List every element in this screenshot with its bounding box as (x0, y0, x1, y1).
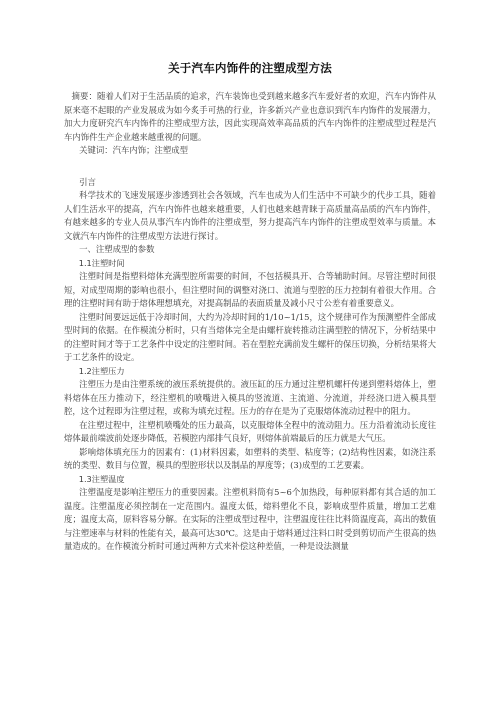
keywords: 关键词：汽车内饰；注塑成型 (79, 145, 188, 155)
intro-heading: 引言 (79, 176, 96, 187)
paragraph: 注塑压力是由注塑系统的液压系统提供的。液压缸的压力通过注塑机螺杆传递到塑料熔体上，塑料熔体在压力推动下，经注塑机的喷嘴进入模具的竖流道、主流道、分流道，并经浇口进入模具型腔，这个过程即为注塑过程，或称为填充过程。压力的存在是为了克服熔体流动过程中的阻力。 (64, 379, 436, 416)
abstract-label: 摘要： (71, 91, 97, 101)
section-1-3-heading: 1.3注塑温度 (78, 473, 125, 484)
document-title: 关于汽车内饰件的注塑成型方法 (168, 61, 332, 75)
section-1-heading: 一、注塑成型的参数 (79, 244, 155, 254)
abstract (64, 90, 436, 144)
section-1-1-heading: 1.1注塑时间 (78, 257, 125, 268)
paragraph: 在注塑过程中，注塑机喷嘴处的压力最高，以克服熔体全程中的流动阻力。压力沿着流动长度往熔体最前端波前处逐步降低，若模腔内部排气良好，则熔体前端最后的压力就是大气压。 (64, 419, 436, 443)
paragraph: 注塑温度是影响注塑压力的重要因素。注塑机料筒有5~6个加热段，每种原料都有其合适的加工温度。注塑温度必须控制在一定范围内。温度太低，熔料塑化不良，影响成型件质量，增加工艺难度；温度太高，原料容易分解。在实际的注塑成型过程中，注塑温度往往比料筒温度高，高出的数值与注塑速率与材料的性能有关，最高可达30℃。这是由于熔料通过注料口时受到剪切而产生很高的热量造成的。在作模流分析时可通过两种方式来补偿这种差值，一种是设法测量 (64, 487, 436, 551)
abstract-text: 随着人们对于生活品质的追求，汽车装饰也受到越来越多汽车爱好者的欢迎，汽车内饰件从原来毫不起眼的产业发展成为如今炙手可热的行业，许多新兴产业也意识到汽车内饰件的发展潜力，加大力度研究汽车内饰件的注塑成型方法，因此实现高效率高品质的汽车内饰件的注塑成型过程是汽车内饰件生产企业越来越重视的问题。 (64, 91, 437, 142)
section-1-2-heading: 1.2注塑压力 (78, 365, 125, 376)
paragraph: 注塑时间要远远低于冷却时间，大约为冷却时间的1/10~1/15，这个规律可作为预测塑件全部成型时间的依据。在作模流分析时，只有当熔体完全是由螺杆旋转推动注满型腔的情况下，分析结果中的注塑时间才等于工艺条件中设定的注塑时间。若在型腔充满前发生螺杆的保压切换，分析结果将大于工艺条件的设定。 (64, 311, 436, 362)
paragraph: 影响熔体填充压力的因素有：(1)材料因素，如塑料的类型、粘度等；(2)结构性因素，如浇注系统的类型、数目与位置，模具的型腔形状以及制品的厚度等；(3)成型的工艺要素。 (64, 446, 436, 470)
paragraph: 注塑时间是指塑料熔体充满型腔所需要的时间，不包括模具开、合等辅助时间。尽管注塑时间很短，对成型周期的影响也很小，但注塑时间的调整对浇口、流道与型腔的压力控制有着很大作用。合理的注塑时间有助于熔体理想填充，对提高制品的表面质量及减小尺寸公差有着重要意义。 (64, 271, 436, 308)
intro-paragraph: 科学技术的飞速发展逐步渗透到社会各领域，汽车也成为人们生活中不可缺少的代步工具，随着人们生活水平的提高，汽车内饰件也越来越重要，人们也越来越青睐于高质量高品质的汽车内饰件，有越来越多的专业人员从事汽车内饰件的注塑成型，努力提高汽车内饰件的注塑成型效率与质量。本文就汽车内饰件的注塑成型方法进行探讨。 (64, 190, 436, 241)
